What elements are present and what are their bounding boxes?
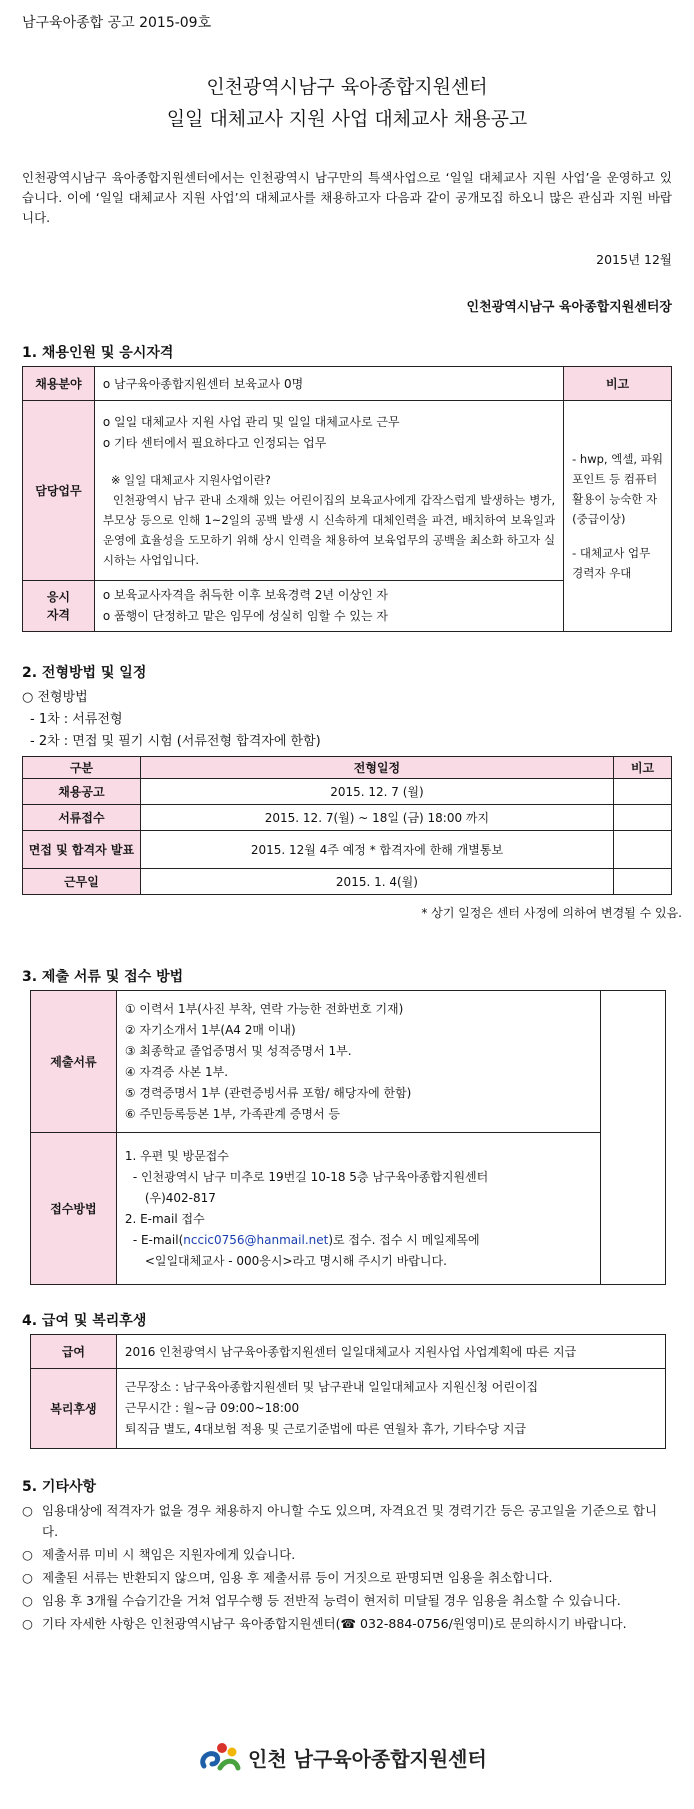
duty-label: 담당업무 [23,401,95,581]
submission-remark [601,991,666,1285]
method-2-prefix: - E-mail( [132,1232,184,1247]
bullet-icon: ○ [22,1547,33,1562]
table-row [23,831,672,869]
doc-item: ③ 최종학교 졸업증명서 및 성적증명서 1부. [124,1043,352,1058]
center-logo-icon [198,1738,242,1776]
list-item-text: 임용대상에 적격자가 없을 경우 채용하지 아니할 수도 있으며, 자격요건 및 경력기간 등은 공고일을 기준으로 합니다. [42,1503,658,1539]
section4-heading: 4. 급여 및 복리후생 [22,1313,147,1329]
duty-item: o 일일 대체교사 지원 사업 관리 및 일일 대체교사로 근무 [102,414,400,429]
table-row [23,869,672,895]
page-title-line1: 인천광역시남구 육아종합지원센터 [206,76,488,98]
selection-step2: - 2차 : 면접 및 필기 시험 (서류전형 합격자에 한함) [30,734,321,749]
schedule-value: 2015. 12. 7(월) ~ 18일 (금) 18:00 까지 [140,805,613,831]
schedule-value: 2015. 12. 7 (월) [140,779,613,805]
bullet-icon: ○ [22,1570,33,1585]
list-item [22,1613,672,1634]
schedule-table [22,756,672,895]
selection-subheading: ○ 전형방법 [22,690,88,705]
schedule-label: 근무일 [23,869,141,895]
pay-label: 급여 [31,1335,117,1369]
list-item-text: 제출서류 미비 시 책임은 지원자에게 있습니다. [42,1547,296,1562]
method-2-line [125,1230,592,1251]
remark-cell [564,401,672,632]
schedule-value: 2015. 12월 4주 예정 * 합격자에 한해 개별통보 [140,831,613,869]
method-2-subject: <일일대체교사 - 000응시>라고 명시해 주시기 바랍니다. [144,1253,447,1268]
bullet-icon: ○ [22,1503,33,1518]
duty-note-title: ※ 일일 대체교사 지원사업이란? [110,472,271,487]
doc-item: ④ 자격증 사본 1부. [124,1064,229,1079]
duty-cell [94,401,563,581]
list-item [22,1544,672,1565]
duty-note-body: 인천광역시 남구 관내 소재해 있는 어린이집의 보육교사에게 갑작스럽게 발생하는 병가, 부모상 등으로 인해 1~2일의 공백 발생 시 신속하게 대체인력을 파견, 배치하여 보육일과 운영에 효율성을 도모하기 위해 상시 인력을 채용하여 보육업무의 공백을 최소화 하고자 실시하는 사업입니다. [102,492,556,567]
list-item-text: 제출된 서류는 반환되지 않으며, 임용 후 제출서류 등이 거짓으로 판명되면 임용을 취소합니다. [42,1570,553,1585]
email-link[interactable]: nccic0756@hanmail.net [183,1232,329,1247]
notice-number: 남구육아종합 공고 2015-09호 [22,15,212,31]
method-2-suffix: )로 접수. 접수 시 메일제목에 [328,1232,480,1247]
field-value: o 남구육아종합지원센터 보육교사 0명 [94,367,563,401]
method-cell [116,1133,600,1285]
schedule-note: * 상기 일정은 센터 사정에 의하여 변경될 수 있음. [421,906,682,920]
duty-item: o 기타 센터에서 필요하다고 인정되는 업무 [102,435,327,450]
section3-heading: 3. 제출 서류 및 접수 방법 [22,969,184,985]
schedule-label: 서류접수 [23,805,141,831]
selection-step1: - 1차 : 서류전형 [30,712,123,727]
salary-table [30,1334,666,1449]
section2-heading: 2. 전형방법 및 일정 [22,665,147,681]
section5-heading: 5. 기타사항 [22,1479,97,1495]
docs-cell [116,991,600,1133]
list-item-text: 기타 자세한 사항은 인천광역시남구 육아종합지원센터(☎ 032-884-0756/원영미)로 문의하시기 바랍니다. [42,1616,627,1631]
intro-paragraph: 인천광역시남구 육아종합지원센터에서는 인천광역시 남구만의 특색사업으로 ‘일일 대체교사 지원 사업’을 운영하고 있습니다. 이에 ‘일일 대체교사 지원 사업’의 대체교사를 채용하고자 다음과 같이 공개모집 하오니 많은 관심과 지원 바랍니다. [22,170,672,225]
bullet-icon: ○ [22,1593,33,1608]
bullet-icon: ○ [22,1616,33,1631]
section1-heading: 1. 채용인원 및 응시자격 [22,345,174,361]
method-label: 접수방법 [31,1133,117,1285]
doc-item: ⑥ 주민등록등본 1부, 가족관계 증명서 등 [124,1106,340,1121]
doc-item: ② 자기소개서 1부(A4 2매 이내) [124,1022,296,1037]
doc-item: ① 이력서 1부(사진 부착, 연락 가능한 전화번호 기재) [124,1001,404,1016]
list-item [22,1500,672,1542]
method-1-zip: (우)402-817 [144,1190,216,1205]
remark-experience: - 대체교사 업무 경력자 우대 [572,546,651,580]
qualification-label-1: 응시 [46,590,71,604]
footer-logo [198,1738,487,1776]
schedule-remark [614,779,672,805]
notice-signer: 인천광역시남구 육아종합지원센터장 [466,300,672,315]
field-label: 채용분야 [23,367,95,401]
welfare-label: 복리후생 [31,1369,117,1449]
welfare-line: 근무시간 : 월~금 09:00~18:00 [124,1401,300,1415]
method-1: 1. 우편 및 방문접수 [124,1148,229,1163]
docs-label: 제출서류 [31,991,117,1133]
method-2: 2. E-mail 접수 [124,1211,205,1226]
welfare-cell [116,1369,665,1449]
remark-header: 비고 [564,367,672,401]
remark-computer: - hwp, 엑셀, 파워포인트 등 컴퓨터 활용이 능숙한 자(중급이상) [572,452,663,526]
table-row [23,779,672,805]
list-item [22,1567,672,1588]
qualification-label [23,581,95,632]
method-1-address: - 인천광역시 남구 미추로 19번길 10-18 5층 남구육아종합지원센터 [132,1169,489,1184]
qualification-item: o 보육교사자격을 취득한 이후 보육경력 2년 이상인 자 [102,588,389,602]
schedule-remark [614,805,672,831]
schedule-header-date: 전형일정 [140,757,613,779]
recruitment-table [22,366,672,632]
footer-logo-text: 인천 남구육아종합지원센터 [248,1746,487,1771]
schedule-label: 채용공고 [23,779,141,805]
welfare-line: 근무장소 : 남구육아종합지원센터 및 남구관내 일일대체교사 지원신청 어린이집 [124,1380,539,1394]
list-item-text: 임용 후 3개월 수습기간을 거쳐 업무수행 등 전반적 능력이 현저히 미달될 경우 임용을 취소할 수 있습니다. [42,1593,621,1608]
schedule-remark [614,869,672,895]
pay-value: 2016 인천광역시 남구육아종합지원센터 일일대체교사 지원사업 사업계획에 따른 지급 [116,1335,665,1369]
table-row [23,805,672,831]
schedule-header-type: 구분 [23,757,141,779]
schedule-remark [614,831,672,869]
schedule-value: 2015. 1. 4(월) [140,869,613,895]
submission-table [30,990,666,1285]
schedule-label: 면접 및 합격자 발표 [23,831,141,869]
notice-date: 2015년 12월 [596,252,672,267]
welfare-line: 퇴직금 별도, 4대보험 적용 및 근로기준법에 따른 연월차 휴가, 기타수당 지급 [124,1422,527,1436]
list-item [22,1590,672,1611]
page-title-line2: 일일 대체교사 지원 사업 대체교사 채용공고 [166,108,528,130]
qualification-cell [94,581,563,632]
qualification-item: o 품행이 단정하고 맡은 임무에 성실히 임할 수 있는 자 [102,609,388,623]
qualification-label-2: 자격 [46,608,71,622]
schedule-header-remark: 비고 [614,757,672,779]
doc-item: ⑤ 경력증명서 1부 (관련증빙서류 포함/ 해당자에 한함) [124,1085,412,1100]
misc-list [22,1500,672,1636]
